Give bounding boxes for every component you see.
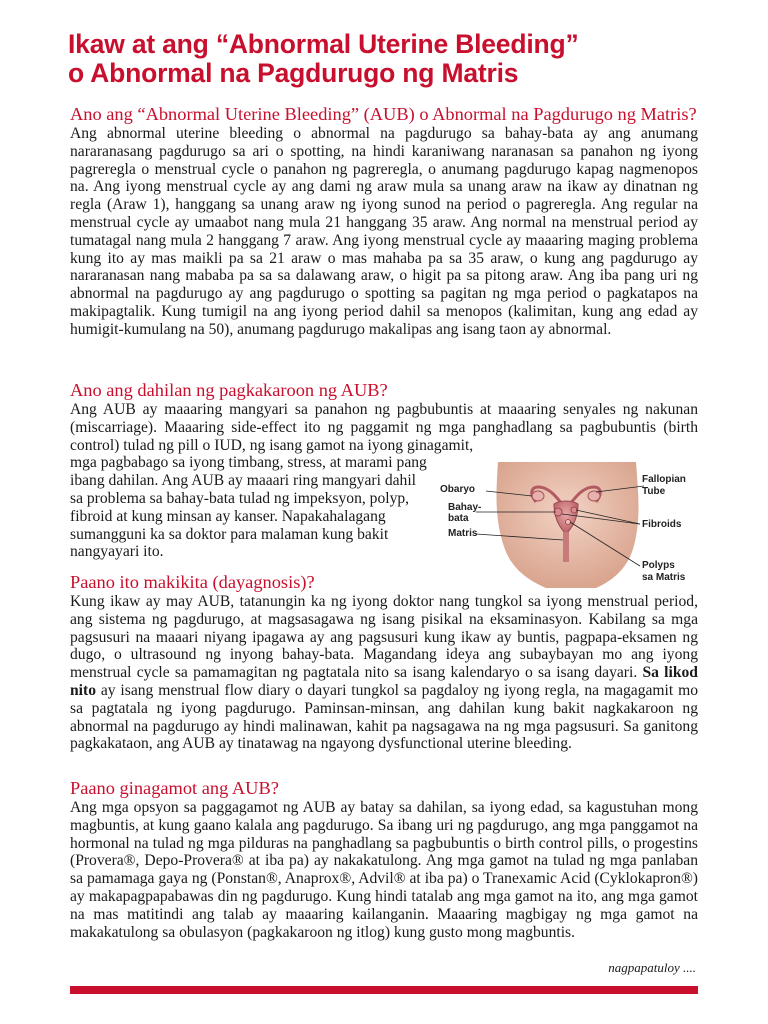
footer-divider (70, 986, 698, 994)
section-body: Ang mga opsyon sa paggagamot ng AUB ay batay sa dahilan, sa iyong edad, sa kagustuhan mong magbuntis, at kung gaano kalala ang pagdurugo. Sa ibang uri ng pagdurugo, ang mga panggamot na hormonal na tulad ng mga pilduras na panghadlang sa pagbubuntis o birth control pills, o progestins (Provera®, Depo-Provera® at iba pa) ay nakakatulong. Ang mga gamot na tulad ng mga panlaban sa pamamaga gaya ng (Ponstan®, Anaprox®, Advil® at iba pa) o Tranexamic Acid (Cyklokapron®) ay makapagpapabawas din ng pagdurugo. Kung hindi tatalab ang mga gamot na ito, ang mga gamot na mas matitindi ang talab ay maaaring kailanganin. Maaaring magbigay ng mga gamot na makakatulong sa obulasyon (pagkakaroon ng itlog) kung gusto mong magbuntis. (70, 799, 698, 941)
section-body-wrapped: mga pagbabago sa iyong timbang, stress, at marami pang ibang dahilan. Ang AUB ay maaari ring mangyari dahil sa problema sa bahay-bata tulad ng impeksyon, polyp, fibroid at kung minsan ay kanser. Napakahalagang sumangguni ka sa doktor para malaman kung bakit nangyayari ito. (70, 454, 427, 561)
label-bahay-bata-1: Bahay- (448, 502, 482, 513)
section-body-full-width: Ang AUB ay maaaring mangyari sa panahon ng pagbubuntis at maaaring senyales ng nakunan (miscarriage). Maaaring side-effect ito ng paggamit ng mga panghadlang sa pagbubuntis (birth control) tulad ng pill o IUD, ng isang gamot na iyong ginagamit, (70, 401, 698, 454)
section-body-part-b: ay isang menstrual flow diary o dayari tungkol sa pagdaloy ng iyong regla, na magagamit mo sa pagtatala ng iyong pagdurugo. Paminsan-minsan, ang dahilan kung bakit nagkakaroon ng abnormal na pagdurugo ay hindi malinawan, kahit pa nagsagawa na ng mga pagsusuri. Sa ganitong pagkakataon, ang AUB ay tinatawag na ngayong dysfunctional uterine bleeding. (70, 681, 698, 753)
label-polyps-2: sa Matris (642, 572, 686, 583)
continues-note: nagpapatuloy .... (608, 960, 696, 975)
page-title-line-2: o Abnormal na Pagdurugo ng Matris (68, 58, 519, 88)
section-body-part-a: Kung ikaw ay may AUB, tatanungin ka ng iyong doktor nang tungkol sa iyong menstrual period, ang sistema ng pagdurugo, at magsasagawa ng isang pisikal na eksaminasyon. Kabilang sa mga pagsusuri na maaari niyang ipagawa ay ang pagsusuri kung ikaw ay buntis, pagpapa-eksamen ng dugo, o ultrasound ng inyong bahay-bata. Magandang ideya ang subaybayan mo ang iyong menstrual cycle sa pamamagitan ng pagtatala nito sa isang kalendaryo o sa isang dayari. (70, 593, 698, 682)
label-fallopian-2: Tube (642, 486, 666, 497)
label-matris: Matris (448, 528, 478, 539)
section-diagnosis (70, 572, 698, 753)
section-heading: Ano ang dahilan ng pagkakaroon ng AUB? (70, 380, 388, 400)
flow-diary-reference: Sa likod nito (70, 664, 698, 699)
label-bahay-bata-2: bata (448, 513, 469, 524)
label-fallopian-1: Fallopian (642, 474, 686, 485)
section-body: Ang abnormal uterine bleeding o abnormal na pagdurugo sa bahay-bata ay ang anumang nararanasang pagdurugo sa ari o spotting, na hindi karaniwang naranasan sa panahon ng iyong pagreregla o menstrual cycle o panahon ng pagreregla, o anumang pagdurugo kapag nagmenopos na. Ang iyong menstrual cycle ay ang dami ng araw mula sa unang araw na ikaw ay dinatnan ng regla (Araw 1), hanggang sa unang araw ng iyong sunod na period o pagreregla. Ang regular na menstrual cycle ay umaabot nang mula 21 hanggang 35 araw. Ang normal na menstrual period ay tumatagal nang mula 2 hanggang 7 araw. Ang iyong menstrual cycle ay maaaring maging problema kung ito ay mas maikli pa sa 21 araw o mas mahaba pa sa 35 araw, o kung ang pagdurugo ay nararanasan nang mababa pa sa sa dalawang araw, o higit pa sa pitong araw. Ang iba pang uri ng abnormal na pagdurugo ay ang pagdurugo o spotting sa pagitan ng mga period o pagkatapos na makipagtalik. Kung tumigil na ang iyong period dahil sa menopos (kalimitan, kung ang edad ay humigit-kumulang na 50), anumang pagdurugo makalipas ang isang taon ay abnormal. (70, 125, 698, 338)
section-heading: Paano ginagamot ang AUB? (70, 778, 279, 798)
page-title-line-1: Ikaw at ang “Abnormal Uterine Bleeding” (68, 29, 579, 59)
page-title (68, 30, 728, 88)
section-what-is-aub (70, 104, 698, 339)
label-polyps-1: Polyps (642, 560, 675, 571)
section-body (70, 593, 698, 753)
section-treatment (70, 778, 698, 941)
label-fibroids: Fibroids (642, 519, 682, 530)
section-heading: Ano ang “Abnormal Uterine Bleeding” (AUB) o Abnormal na Pagdurugo ng Matris? (70, 104, 697, 124)
section-heading: Paano ito makikita (dayagnosis)? (70, 572, 315, 592)
anatomy-illustration (436, 462, 698, 588)
label-obaryo: Obaryo (440, 484, 476, 495)
